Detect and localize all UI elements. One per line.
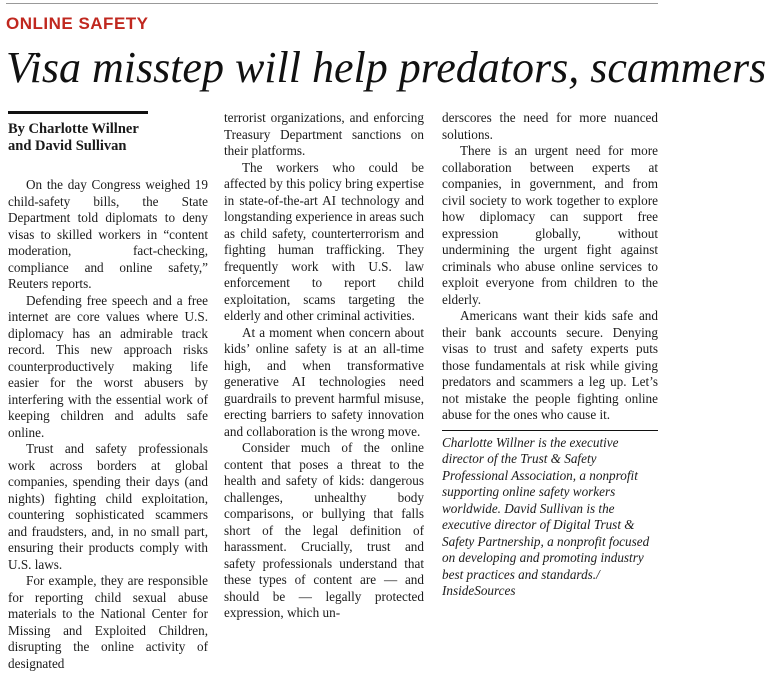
paragraph: Defending free speech and a free internet are core values where U.S. diplomacy has an admirable track record. This new approach risks counterproductively making life easier for the worst abusers by interfering with the essential work of keeping children and adults safe online. (8, 292, 208, 440)
headline: Visa misstep will help predators, scammers (6, 43, 766, 92)
column-1 (8, 177, 208, 672)
paragraph: At a moment when concern about kids’ online safety is at an all-time high, and when transformative generative AI technologies need guardrails to prevent harmful misuse, erecting barriers to safety innovation and collaboration is the wrong move. (224, 324, 424, 439)
column-2 (224, 110, 424, 622)
paragraph-continuation: terrorist organizations, and enforcing Treasury Department sanctions on their platforms. (224, 110, 424, 158)
section-kicker: ONLINE SAFETY (6, 14, 149, 33)
paragraph: The workers who could be affected by this policy bring expertise in state-of-the-art AI technology and longstanding experience in areas such as child safety, counterterrorism and fighting human trafficking. They frequently work with U.S. law enforcement to report child exploitation, scams targeting the elderly and other criminal activities. (224, 159, 424, 323)
paragraph: Trust and safety professionals work across borders at global companies, spending their days (and nights) fighting child exploitation, countering sophisticated scammers and fraudsters, and, in no small part, ensuring their products comply with U.S. laws. (8, 441, 208, 572)
column-3 (442, 110, 658, 600)
paragraph: Consider much of the online content that poses a threat to the health and safety of kids: dangerous challenges, unhealthy body comparisons, or bullying that falls short of the legal definition of harassment. Crucially, trust and safety professionals understand that these types of content are — and should be — legally protected expression, which un- (224, 440, 424, 620)
author-bio: Charlotte Willner is the executive director of the Trust & Safety Professional Association, a nonprofit supporting online safety workers worldwide. David Sullivan is the executive director of Digital Trust & Safety Partnership, a nonprofit focused on developing and promoting industry best practices and standards./ InsideSources (442, 434, 650, 598)
paragraph: On the day Congress weighed 19 child-safety bills, the State Department told diplomats to deny visas to skilled workers in “content moderation, fact-checking, compliance and online safety,” Reuters reports. (8, 177, 208, 291)
byline-rule (8, 111, 148, 114)
paragraph: There is an urgent need for more collaboration between experts at companies, in government, and from civil society to work together to explore how diplomacy can support free expression globally, without undermining the urgent fight against criminals who abuse online services to exploit everyone from children to the elderly. (442, 143, 658, 307)
top-rule (6, 3, 658, 4)
byline-line-1: By Charlotte Willner (8, 121, 139, 137)
byline (8, 121, 168, 155)
bio-rule (442, 430, 658, 431)
paragraph: For example, they are responsible for reporting child sexual abuse materials to the National Center for Missing and Exploited Children, disrupting the online activity of designated (8, 573, 208, 671)
byline-line-2: and David Sullivan (8, 138, 127, 154)
paragraph-continuation: derscores the need for more nuanced solutions. (442, 110, 658, 142)
paragraph: Americans want their kids safe and their bank accounts secure. Denying visas to trust and safety experts puts those fundamentals at risk while giving predators and scammers a leg up. Let’s not mistake the people fighting online abuse for the ones who cause it. (442, 308, 658, 422)
